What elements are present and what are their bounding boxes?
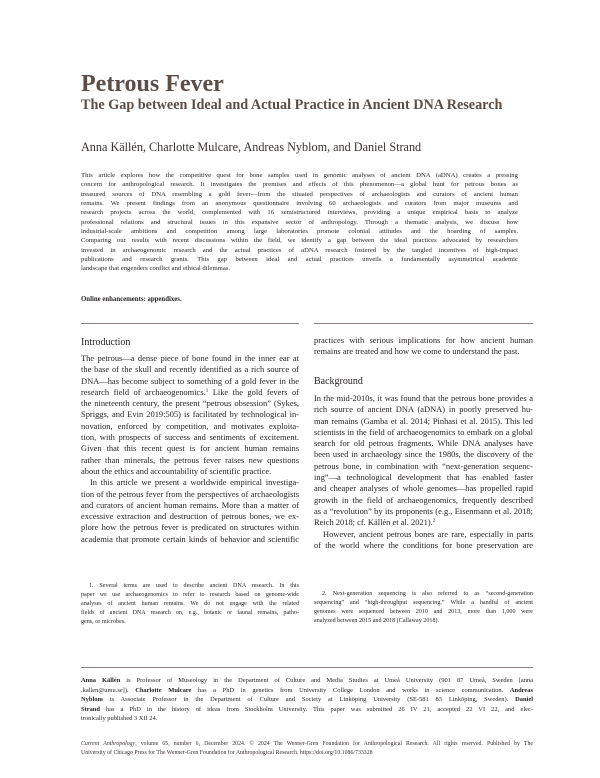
footnote-ref[interactable]: 1 — [205, 387, 209, 394]
author-name: Charlotte Mulcare — [135, 686, 192, 694]
author-name: Daniel — [515, 696, 533, 704]
author-list: Anna Källén, Charlotte Mulcare, Andreas Nyblom, and Daniel Strand — [81, 140, 422, 154]
abstract-line: treasured sources of DNA resembling a gold fever—from the situated perspectives of archaeologists and curators of ancient human — [81, 190, 518, 198]
body-line: However, ancient petrous bones are rare, especially in parts — [323, 528, 533, 539]
article-title: Petrous Fever — [81, 71, 224, 97]
body-line: practices with serious implications for how ancient human — [314, 335, 533, 345]
footnote-line: 1. Several terms are used to describe ancient DNA research. In this — [89, 583, 299, 589]
left-column — [81, 353, 299, 545]
abstract-line: This article explores how the competitive quest for bone samples used in genomic analyses of ancient DNA (aDNA) creates a pressing — [81, 172, 518, 179]
abstract-line: remains. We present findings from an anonymous questionnaire involving 60 archaeologists and curators from major museums and — [81, 200, 518, 208]
body-line: about the ethics and accountability of scientific practice. — [81, 465, 272, 476]
body-line: scientists in the field of archaeogenomics to embark on a global — [314, 426, 533, 437]
footnote-1 — [81, 582, 299, 626]
footnote-line: paper we use archaeogenomics to refer to research based on genome-wide — [81, 591, 299, 598]
footnote-line: genomes were sequenced between 2010 and 2013, more than 1,000 were — [314, 608, 533, 615]
abstract-line: industrial-scale ambitions and competition among large laboratories promote colonial attitudes and the hoarding of samples. — [81, 228, 518, 236]
body-line: The petrous—a dense piece of bone found in the inner ear at — [81, 353, 299, 363]
right-column-top — [314, 335, 533, 358]
footnote-line: sequencing” and “high-throughput sequencing.” While a handful of ancient — [314, 599, 533, 606]
section-heading-introduction: Introduction — [81, 337, 131, 348]
author-name: Nyblom — [81, 696, 103, 704]
body-line: and cheaper analyses of whole genomes—has propelled rapid — [314, 483, 533, 494]
author-name: Anna Källén — [81, 677, 121, 684]
body-line: rather than minerals, the petrous fever raises new questions — [81, 454, 299, 465]
abstract-line: Comparing our results with recent discussions within the field, we identify a gap between the ideal practices advocated by researchers — [81, 237, 518, 245]
body-line: man remains (Gamba et al. 2014; Pinhasi et al. 2015). This led — [314, 415, 533, 426]
bio-line: tronically published 3 XII 24. — [81, 715, 158, 723]
body-line: tion, with prospects of success and sentiments of excitement. — [81, 432, 299, 443]
body-line: Spriggs, and Evin 2019:505) is facilitated by technological in- — [81, 409, 299, 420]
footnote-line: gens, or microbes. — [81, 618, 126, 625]
body-line: tion of the petrous fever from the perspectives of archaeologists — [81, 488, 299, 499]
body-line: remains are treated and how we come to understand the past. — [314, 346, 520, 357]
article-subtitle: The Gap between Ideal and Actual Practice in Ancient DNA Research — [81, 97, 503, 113]
copyright-text: , volume 65, number 6, December 2024. © 2024 The Wenner-Gren Foundation for Anthropological Research. All rights reserved. Published by The — [135, 741, 533, 747]
copyright-line — [81, 740, 533, 749]
body-text: research field of archaeogenomics. — [81, 386, 206, 397]
footnote-line: fields of ancient DNA research on, e.g., botanic or faunal remains, patho- — [81, 609, 299, 616]
body-line: DNA—has become subject to something of a gold fever in the — [81, 375, 299, 386]
body-line: plore how the petrous fever is predicated on structures within — [81, 522, 299, 533]
body-text: Like the gold fevers of — [208, 386, 299, 397]
body-line: the base of the skull and recently identified as a rich source of — [81, 364, 299, 375]
body-line: the nineteenth century, the present “petrous obsession” (Sykes, — [81, 398, 299, 409]
abstract-line: publications and research grants. This gap between ideal and actual practices unveils a fundamentally asymmetrical academic — [81, 256, 518, 264]
body-line: been used in archaeology since the 1980s, the discovery of the — [314, 449, 533, 460]
body-line: as a “revolution” by its proponents (e.g., Eisenmann et al. 2018; — [314, 505, 533, 516]
copyright-notice — [81, 740, 533, 757]
bio-line — [81, 686, 533, 696]
bio-text: has a PhD in the history of ideas from Stockholm University. This paper was submitted 26 IV 21, accepted 22 VI 22, and elec- — [99, 705, 533, 713]
body-line: rich source of ancient DNA (aDNA) in poorly preserved hu- — [314, 404, 533, 415]
author-bios — [81, 676, 533, 724]
body-line: excessive extraction and destruction of petrous bones, we ex- — [81, 511, 299, 522]
body-line: In the mid-2010s, it was found that the petrous bone provides a — [314, 393, 533, 403]
abstract-line: landscape that engenders conflict and ethical dilemmas. — [81, 265, 231, 273]
abstract — [81, 171, 518, 274]
bio-text: has a PhD in genetics from University College London and works in science communication. — [191, 686, 510, 694]
footnote-divider — [81, 667, 533, 668]
bio-line — [81, 676, 533, 686]
journal-name: Current Anthropology — [81, 741, 136, 747]
author-name: Andreas — [509, 686, 534, 694]
bio-text: is Professor of Museology in the Department of Culture and Media Studies at Umeå University (901 87 Umeå, Sweden [anna — [120, 677, 533, 684]
body-line: academia that promote certain kinds of behavior and scientific — [81, 533, 299, 544]
body-line: Given that this recent quest is for ancient human remains — [81, 443, 299, 454]
body-line: petrous bone, in combination with “next-generation sequenc- — [314, 460, 533, 471]
bio-line — [81, 705, 533, 715]
body-line: novation, enforced by competition, and motivates exploita- — [81, 420, 299, 431]
bio-text: is Associate Professor in the Department of Culture and Society at Linköping University (SE-581 83 Linköping, Sweden). — [102, 696, 516, 704]
body-line: of the world where the conditions for bone preservation are — [314, 539, 533, 550]
abstract-line: concern for anthropological research. It investigates the premises and effects of this phenomenon—a global hunt for petrous bones as — [81, 181, 518, 189]
bio-line — [81, 695, 533, 705]
abstract-line: research projects across the world, complemented with 16 semistructured interviews, providing a unique empirical basis to analyze — [81, 209, 518, 217]
body-line-with-footnote — [81, 387, 299, 398]
body-text: Reich 2018; cf. Källén et al. 2021). — [314, 517, 433, 528]
author-name: Strand — [81, 705, 100, 713]
section-divider — [81, 323, 299, 324]
body-line: growth in the field of archaeogenomics, frequently described — [314, 494, 533, 505]
section-heading-background: Background — [314, 376, 363, 387]
body-line: In this article we present a worldwide empirical investiga- — [90, 477, 299, 488]
footnote-line: analyzed between 2015 and 2018 (Callaway 2018). — [314, 617, 440, 624]
footnote-line: 2. Next-generation sequencing is also referred to as “second-generation — [322, 591, 533, 597]
right-column — [314, 393, 533, 551]
footnote-line: analyses of ancient human remains. We do not engage with the related — [81, 600, 299, 607]
body-line: and curators of ancient human remains. More than a matter of — [81, 499, 299, 510]
body-line: search for old petrous fragments. While DNA analyses have — [314, 438, 533, 449]
abstract-line: invested in archaeogenomic research and the actual practices of aDNA research fostered by the tangled incentives of high-impact — [81, 246, 518, 254]
online-enhancements-note: Online enhancements: appendixes. — [81, 296, 182, 303]
bio-text: .kallen@umu.se]). — [81, 686, 136, 694]
section-divider — [314, 323, 533, 324]
abstract-line: professional relations and structural issues in this expansive sector of anthropology. Through a thematic analysis, we discuss how — [81, 218, 518, 226]
body-line-with-footnote — [314, 517, 533, 528]
copyright-line: University of Chicago Press for The Wenner-Gren Foundation for Anthropological Research. https://doi.org/10.1086/733328 — [81, 749, 373, 756]
footnote-2 — [314, 590, 533, 626]
footnote-ref[interactable]: 2 — [432, 518, 436, 525]
body-line: ing”—a technological development that has enabled faster — [314, 472, 533, 483]
